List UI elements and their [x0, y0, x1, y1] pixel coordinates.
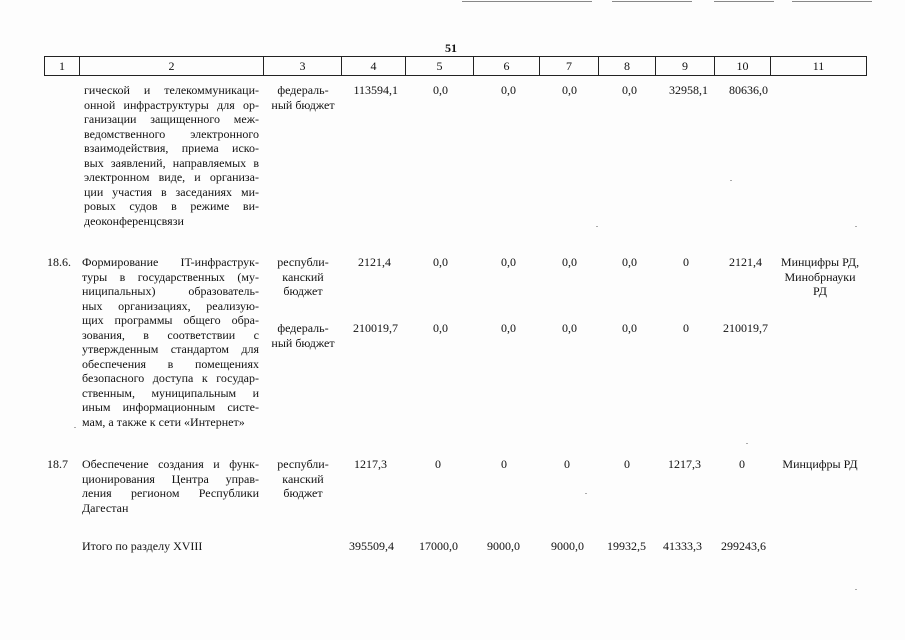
total-value: 395509,4 — [349, 539, 394, 553]
column-header: 5 — [406, 57, 474, 76]
value-cell: 113594,1 — [353, 83, 398, 97]
value-cell: 0 — [683, 255, 689, 269]
row-description: Формирование IT-инфраструк- туры в государственных (му- ниципальных) образователь- ных организациях, реализую- щих программы общего обра- зования, в соответствии с утвержденным стандартом для обеспечения в помещениях безопасного доступа к государ- ственным, муниципальным и иным информационным систе- мам, а также к сети «Интернет» — [82, 255, 259, 429]
column-header: 3 — [264, 57, 342, 76]
total-label: Итого по разделу XVIII — [82, 539, 203, 553]
column-header: 8 — [599, 57, 656, 76]
column-header: 10 — [715, 57, 771, 76]
value-cell: 0,0 — [562, 321, 577, 335]
total-value: 9000,0 — [551, 539, 584, 553]
value-cell: 0 — [435, 457, 441, 471]
column-header: 11 — [771, 57, 867, 76]
value-cell: 0 — [624, 457, 630, 471]
value-cell: 0,0 — [501, 83, 516, 97]
value-cell: 32958,1 — [669, 83, 708, 97]
top-rule — [612, 1, 692, 2]
value-cell: 0,0 — [562, 83, 577, 97]
column-header: 6 — [474, 57, 540, 76]
value-cell: 80636,0 — [729, 83, 768, 97]
scan-speck — [596, 226, 598, 227]
executor: Минцифры РД, Минобрнауки РД — [780, 255, 860, 298]
value-cell: 0,0 — [501, 321, 516, 335]
row-number: 18.6. — [47, 255, 71, 269]
scan-speck — [855, 589, 857, 590]
executor: Минцифры РД — [782, 457, 858, 471]
column-header-row — [44, 56, 867, 76]
funding-source: федераль- ный бюджет — [271, 83, 335, 112]
value-cell: 210019,7 — [353, 321, 398, 335]
value-cell: 0 — [501, 457, 507, 471]
value-cell: 0 — [739, 457, 745, 471]
funding-source: федераль- ный бюджет — [271, 321, 335, 350]
top-rule — [714, 1, 774, 2]
value-cell: 0,0 — [433, 321, 448, 335]
value-cell: 1217,3 — [354, 457, 387, 471]
value-cell: 0,0 — [622, 83, 637, 97]
value-cell: 0 — [683, 321, 689, 335]
total-value: 299243,6 — [721, 539, 766, 553]
value-cell: 2121,4 — [358, 255, 391, 269]
value-cell: 1217,3 — [668, 457, 701, 471]
scan-speck — [585, 493, 587, 494]
column-header: 1 — [45, 57, 80, 76]
funding-source: республи- канский бюджет — [277, 457, 329, 500]
value-cell: 0,0 — [433, 83, 448, 97]
total-value: 17000,0 — [419, 539, 458, 553]
scan-speck — [74, 427, 76, 428]
value-cell: 2121,4 — [729, 255, 762, 269]
scan-speck — [746, 443, 748, 444]
total-value: 41333,3 — [663, 539, 702, 553]
row-description: Обеспечение создания и функ- ционирования Центра управ- ления регионом Республики Дагестан — [82, 457, 259, 515]
value-cell: 0,0 — [501, 255, 516, 269]
scan-speck — [855, 226, 857, 227]
top-rule — [462, 1, 592, 2]
value-cell: 0,0 — [433, 255, 448, 269]
value-cell: 0,0 — [622, 321, 637, 335]
column-header: 7 — [540, 57, 599, 76]
top-rule — [792, 1, 872, 2]
funding-source: республи- канский бюджет — [277, 255, 329, 298]
value-cell: 0,0 — [562, 255, 577, 269]
scan-speck — [730, 180, 732, 181]
value-cell: 0 — [564, 457, 570, 471]
value-cell: 210019,7 — [723, 321, 768, 335]
total-value: 19932,5 — [607, 539, 646, 553]
row-number: 18.7 — [47, 457, 68, 471]
column-header: 2 — [80, 57, 264, 76]
page-number: 51 — [445, 41, 457, 55]
value-cell: 0,0 — [622, 255, 637, 269]
column-header: 4 — [342, 57, 406, 76]
total-value: 9000,0 — [487, 539, 520, 553]
continued-description: гической и телекоммуникаци- онной инфраструктуры для ор- ганизации защищенного меж- ведомственного электронного взаимодействия, приема иско- вых заявлений, направляемых в электронном виде, и организа- ции участия в заседаниях ми- ровых судов в режиме ви- деоконференцсвязи — [84, 83, 259, 228]
column-header: 9 — [656, 57, 715, 76]
